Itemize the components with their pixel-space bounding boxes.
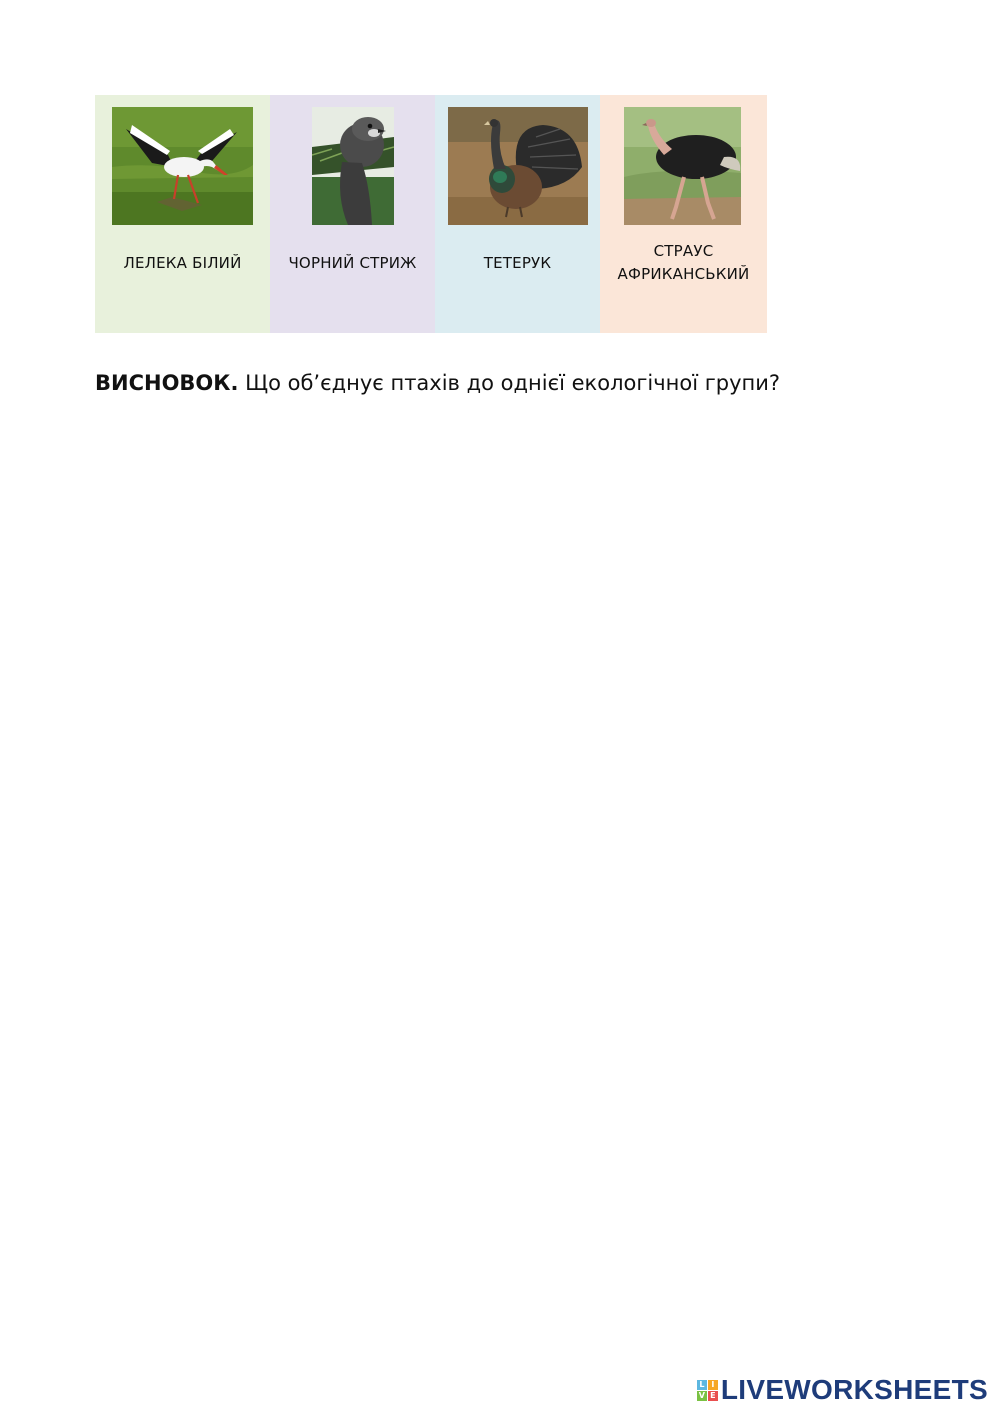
stork-photo [112, 107, 253, 225]
liveworksheets-logo-icon [697, 1380, 718, 1401]
logo-letter-i: I [708, 1380, 718, 1390]
conclusion-label: ВИСНОВОК. [95, 371, 239, 395]
conclusion-text: Що об’єднує птахів до однієї екологічної групи? [238, 371, 781, 395]
liveworksheets-logo[interactable] [697, 1373, 988, 1407]
conclusion-question [95, 366, 955, 400]
bird-card-grouse [435, 95, 600, 333]
bird-name-stork: ЛЕЛЕКА БІЛИЙ [123, 253, 242, 272]
logo-letter-l: L [697, 1380, 707, 1390]
liveworksheets-logo-text: LIVEWORKSHEETS [720, 1374, 988, 1405]
bird-name-ostrich: СТРАУС АФРИКАНСЬКИЙ [617, 242, 750, 283]
bird-cards-row [95, 95, 767, 333]
bird-name-swift: ЧОРНИЙ СТРИЖ [288, 253, 417, 272]
grouse-photo [448, 107, 588, 225]
bird-card-stork [95, 95, 270, 333]
ostrich-photo [624, 107, 741, 225]
logo-letter-v: V [698, 1390, 705, 1400]
bird-name-grouse: ТЕТЕРУК [483, 253, 552, 272]
bird-card-ostrich [600, 95, 767, 333]
bird-card-swift [270, 95, 435, 333]
logo-letter-e: E [708, 1391, 718, 1401]
swift-photo [312, 107, 394, 225]
